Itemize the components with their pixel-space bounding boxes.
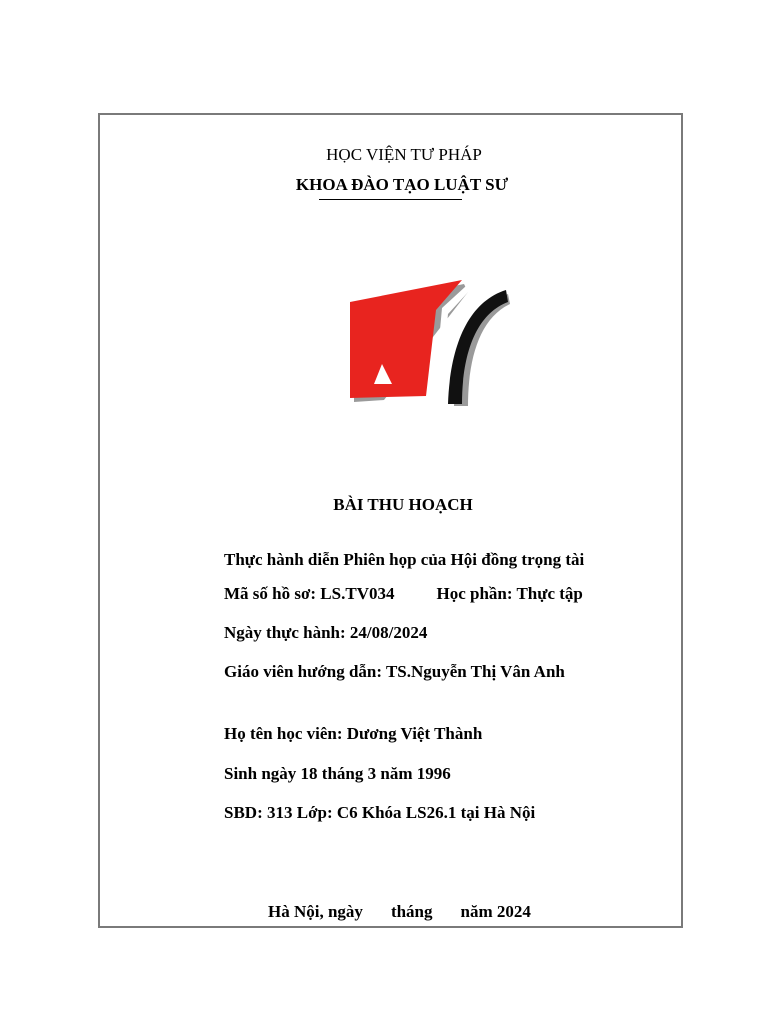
class-info: SBD: 313 Lớp: C6 Khóa LS26.1 tại Hà Nội <box>224 803 536 822</box>
place-day: Hà Nội, ngày <box>268 902 363 921</box>
birth-date: Sinh ngày 18 tháng 3 năm 1996 <box>224 764 451 783</box>
academy-logo-icon <box>346 280 510 406</box>
module: Học phần: Thực tập <box>436 584 583 603</box>
case-module-line <box>224 584 583 604</box>
institution-name: HỌC VIỆN TƯ PHÁP <box>326 145 482 164</box>
instructor: Giáo viên hướng dẫn: TS.Nguyễn Thị Vân Anh <box>224 662 565 681</box>
topic-line: Thực hành diễn Phiên họp của Hội đồng trọng tài <box>224 550 585 569</box>
faculty-name: KHOA ĐÀO TẠO LUẬT SƯ <box>295 175 509 194</box>
place-date-line <box>268 902 531 922</box>
faculty-underline <box>319 199 462 200</box>
year: năm 2024 <box>460 902 531 921</box>
month: tháng <box>390 902 433 921</box>
case-code: Mã số hồ sơ: LS.TV034 <box>224 584 395 603</box>
document-title: BÀI THU HOẠCH <box>333 495 473 514</box>
student-name: Họ tên học viên: Dương Việt Thành <box>224 724 483 743</box>
practice-date: Ngày thực hành: 24/08/2024 <box>224 623 428 642</box>
